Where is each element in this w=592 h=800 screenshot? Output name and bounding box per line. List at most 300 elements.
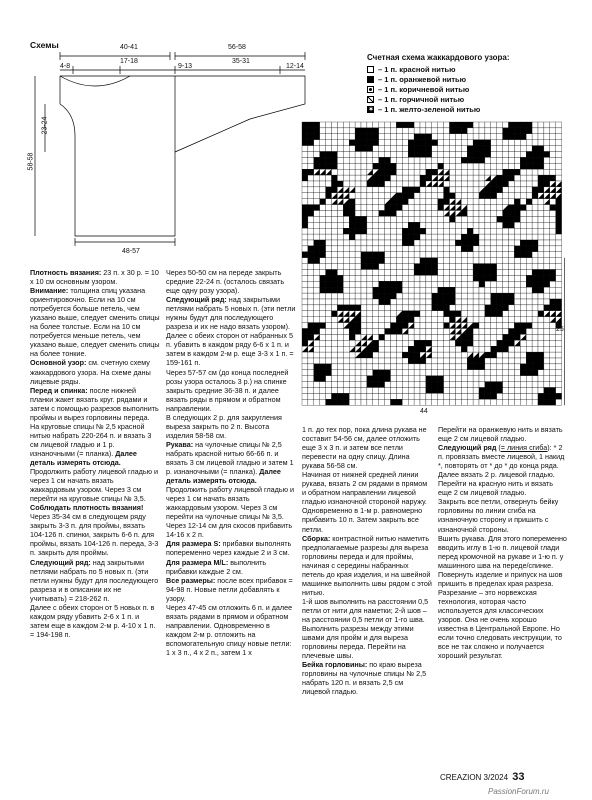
chart-cell: [479, 228, 485, 234]
chart-cell: [532, 228, 538, 234]
chart-cell: [509, 222, 515, 228]
chart-cell: [497, 275, 503, 281]
chart-cell: [367, 193, 373, 199]
chart-cell: [379, 293, 385, 299]
chart-cell: [479, 370, 485, 376]
chart-cell: [485, 163, 491, 169]
chart-cell: [355, 134, 361, 140]
chart-cell: [414, 228, 420, 234]
chart-cell: [314, 264, 320, 270]
chart-cell: [532, 128, 538, 134]
chart-cell: [509, 270, 515, 276]
chart-cell: [438, 370, 444, 376]
text-run: ): * 2 п. провязать вместе лицевой, 1 накид *, повторять от * до * до конца ряда.: [438, 443, 565, 471]
chart-cell: [473, 258, 479, 264]
chart-cell: [485, 128, 491, 134]
chart-cell: [438, 216, 444, 222]
chart-cell: [349, 370, 355, 376]
chart-cell: [408, 199, 414, 205]
chart-cell: [491, 157, 497, 163]
chart-cell: [302, 317, 308, 323]
chart-cell: [326, 311, 332, 317]
chart-cell: [426, 281, 432, 287]
chart-cell: [373, 216, 379, 222]
chart-cell: [509, 252, 515, 258]
chart-cell: [326, 222, 332, 228]
chart-cell: [396, 199, 402, 205]
chart-cell: [432, 169, 438, 175]
chart-cell: [355, 329, 361, 335]
chart-cell: [337, 281, 343, 287]
chart-cell: [544, 329, 550, 335]
chart-cell: [373, 234, 379, 240]
chart-cell: [391, 376, 397, 382]
chart-cell: [526, 376, 532, 382]
chart-cell: [467, 258, 473, 264]
chart-cell: [391, 152, 397, 158]
chart-cell: [343, 329, 349, 335]
chart-cell: [491, 258, 497, 264]
chart-cell: [361, 305, 367, 311]
chart-cell: [520, 340, 526, 346]
chart-cell: [343, 270, 349, 276]
text-run: над закрытыми петлями набрать 5 новых п. (эти петли нужны будут для последующего разреза и их не надо вязать узором).: [166, 295, 296, 332]
dim-bottom: 48-57: [122, 248, 140, 255]
chart-cell: [520, 152, 526, 158]
chart-cell: [479, 376, 485, 382]
text-run: Для размера M/L:: [166, 557, 229, 567]
chart-cell: [497, 299, 503, 305]
chart-cell: [343, 382, 349, 388]
chart-cell: [408, 299, 414, 305]
chart-cell: [532, 169, 538, 175]
chart-cell: [473, 370, 479, 376]
chart-cell: [479, 334, 485, 340]
chart-cell: [461, 169, 467, 175]
chart-cell: [326, 205, 332, 211]
chart-cell: [314, 152, 320, 158]
chart-cell: [361, 228, 367, 234]
chart-cell: [461, 252, 467, 258]
chart-cell: [520, 281, 526, 287]
chart-cell: [402, 275, 408, 281]
chart-cell: [520, 169, 526, 175]
chart-cell: [326, 323, 332, 329]
chart-cell: [467, 399, 473, 405]
chart-cell: [361, 382, 367, 388]
chart-cell: [391, 140, 397, 146]
chart-cell: [520, 393, 526, 399]
chart-cell: [396, 228, 402, 234]
chart-cell: [320, 222, 326, 228]
chart-cell: [396, 382, 402, 388]
chart-cell: [343, 358, 349, 364]
chart-cell: [544, 270, 550, 276]
chart-cell: [337, 376, 343, 382]
text-run: Продолжить работу лицевой гладью и через 1 см начать вязать жаккардовым узором. Через 3 см перейти на чулочные спицы № 3,5.: [166, 485, 294, 522]
chart-cell: [332, 169, 338, 175]
chart-cell: [308, 293, 314, 299]
chart-cell: [532, 246, 538, 252]
chart-cell: [485, 352, 491, 358]
chart-cell: [414, 305, 420, 311]
chart-cell: [509, 152, 515, 158]
chart-cell: [514, 187, 520, 193]
chart-cell: [414, 187, 420, 193]
chart-cell: [544, 157, 550, 163]
chart-cell: [550, 346, 556, 352]
chart-cell: [308, 382, 314, 388]
chart-cell: [450, 128, 456, 134]
chart-cell: [396, 222, 402, 228]
paragraph: [166, 539, 296, 557]
chart-cell: [355, 157, 361, 163]
chart-cell: [402, 140, 408, 146]
chart-cell: [544, 370, 550, 376]
chart-cell: [414, 199, 420, 205]
chart-cell: [379, 187, 385, 193]
chart-cell: [373, 382, 379, 388]
chart-cell: [408, 211, 414, 217]
chart-cell: [479, 382, 485, 388]
chart-cell: [343, 393, 349, 399]
text-run: толщина спиц указана ориентировочно. Если на 10 см потребуется больше петель, чем указано выше, следует сменить спицы на более толстые. Если на 10 см потребуется меньше петель, чем указано выше, следует сменить спицы на более тонкие.: [30, 286, 160, 359]
chart-cell: [444, 140, 450, 146]
chart-cell: [420, 275, 426, 281]
chart-cell: [461, 222, 467, 228]
chart-cell: [556, 163, 562, 169]
chart-cell: [432, 364, 438, 370]
chart-cell: [532, 181, 538, 187]
paragraph: [166, 295, 296, 331]
chart-cell: [379, 175, 385, 181]
chart-cell: [538, 252, 544, 258]
chart-cell: [343, 169, 349, 175]
chart-cell: [302, 187, 308, 193]
chart-cell: [379, 340, 385, 346]
chart-cell: [355, 370, 361, 376]
chart-cell: [526, 240, 532, 246]
chart-cell: [544, 163, 550, 169]
chart-cell: [497, 134, 503, 140]
chart-cell: [497, 157, 503, 163]
chart-cell: [503, 252, 509, 258]
chart-cell: [408, 181, 414, 187]
chart-cell: [302, 275, 308, 281]
chart-cell: [450, 152, 456, 158]
chart-cell: [408, 311, 414, 317]
chart-cell: [402, 211, 408, 217]
chart-cell: [538, 175, 544, 181]
chart-cell: [391, 293, 397, 299]
chart-cell: [491, 163, 497, 169]
chart-cell: [367, 358, 373, 364]
chart-cell: [544, 376, 550, 382]
chart-cell: [385, 152, 391, 158]
chart-cell: [391, 146, 397, 152]
chart-cell: [308, 199, 314, 205]
chart-cell: [467, 222, 473, 228]
chart-cell: [343, 399, 349, 405]
chart-cell: [367, 234, 373, 240]
chart-cell: [402, 216, 408, 222]
chart-cell: [503, 388, 509, 394]
chart-cell: [379, 281, 385, 287]
chart-cell: [367, 122, 373, 128]
chart-cell: [479, 128, 485, 134]
chart-cell: [396, 211, 402, 217]
chart-cell: [308, 146, 314, 152]
chart-cell: [455, 240, 461, 246]
chart-cell: [532, 134, 538, 140]
chart-cell: [308, 364, 314, 370]
chart-cell: [426, 364, 432, 370]
chart-cell: [361, 370, 367, 376]
chart-cell: [491, 364, 497, 370]
chart-cell: [332, 364, 338, 370]
chart-cell: [402, 382, 408, 388]
text-run: Далее деталь измерять отсюда.: [30, 448, 137, 467]
chart-cell: [367, 152, 373, 158]
chart-cell: [503, 157, 509, 163]
chart-cell: [349, 293, 355, 299]
chart-cell: [538, 181, 544, 187]
dot-cell-icon: [367, 86, 374, 93]
chart-cell: [426, 399, 432, 405]
chart-cell: [314, 181, 320, 187]
chart-cell: [385, 287, 391, 293]
chart-cell: [396, 152, 402, 158]
chart-cell: [320, 299, 326, 305]
chart-cell: [402, 334, 408, 340]
chart-cell: [497, 258, 503, 264]
chart-cell: [509, 181, 515, 187]
chart-cell: [438, 275, 444, 281]
chart-cell: [426, 323, 432, 329]
chart-cell: [343, 181, 349, 187]
chart-cell: [426, 157, 432, 163]
chart-cell: [314, 240, 320, 246]
chart-cell: [532, 399, 538, 405]
chart-cell: [438, 323, 444, 329]
chart-cell: [438, 234, 444, 240]
chart-cell: [326, 264, 332, 270]
slash-cell-icon: [367, 96, 374, 103]
chart-cell: [414, 393, 420, 399]
chart-cell: [379, 211, 385, 217]
chart-cell: [461, 228, 467, 234]
chart-cell: [385, 364, 391, 370]
chart-cell: [450, 181, 456, 187]
chart-cell: [485, 258, 491, 264]
chart-cell: [326, 187, 332, 193]
chart-cell: [426, 228, 432, 234]
chart-cell: [461, 264, 467, 270]
chart-cell: [467, 364, 473, 370]
chart-cell: [473, 140, 479, 146]
chart-cell: [332, 228, 338, 234]
chart-cell: [544, 293, 550, 299]
chart-cell: [526, 216, 532, 222]
chart-cell: [402, 234, 408, 240]
paragraph: [30, 603, 160, 639]
chart-cell: [414, 157, 420, 163]
chart-cell: [479, 134, 485, 140]
chart-cell: [373, 140, 379, 146]
chart-cell: [538, 205, 544, 211]
chart-cell: [308, 234, 314, 240]
chart-cell: [432, 246, 438, 252]
chart-cell: [332, 388, 338, 394]
chart-cell: [497, 181, 503, 187]
chart-cell: [373, 370, 379, 376]
chart-cell: [520, 275, 526, 281]
chart-cell: [414, 299, 420, 305]
chart-cell: [337, 252, 343, 258]
chart-cell: [343, 340, 349, 346]
chart-cell: [520, 382, 526, 388]
chart-cell: [455, 122, 461, 128]
chart-cell: [538, 234, 544, 240]
chart-cell: [337, 270, 343, 276]
chart-cell: [379, 399, 385, 405]
chart-cell: [391, 329, 397, 335]
chart-cell: [337, 175, 343, 181]
chart-cell: [473, 157, 479, 163]
chart-cell: [332, 270, 338, 276]
chart-cell: [485, 376, 491, 382]
chart-cell: [532, 370, 538, 376]
chart-cell: [520, 193, 526, 199]
chart-cell: [314, 193, 320, 199]
chart-cell: [479, 122, 485, 128]
chart-cell: [414, 340, 420, 346]
chart-cell: [556, 134, 562, 140]
chart-cell: [414, 234, 420, 240]
chart-cell: [326, 299, 332, 305]
chart-cell: [332, 128, 338, 134]
chart-cell: [379, 193, 385, 199]
chart-cell: [538, 140, 544, 146]
chart-cell: [544, 222, 550, 228]
chart-cell: [367, 240, 373, 246]
chart-cell: [320, 388, 326, 394]
chart-cell: [361, 181, 367, 187]
chart-cell: [373, 346, 379, 352]
chart-cell: [473, 305, 479, 311]
chart-cell: [367, 287, 373, 293]
chart-cell: [497, 228, 503, 234]
chart-cell: [349, 169, 355, 175]
chart-cell: [302, 128, 308, 134]
chart-cell: [320, 152, 326, 158]
chart-cell: [420, 323, 426, 329]
chart-cell: [391, 222, 397, 228]
empty-cell-icon: [367, 66, 374, 73]
chart-cell: [467, 246, 473, 252]
chart-cell: [461, 146, 467, 152]
chart-cell: [532, 216, 538, 222]
chart-cell: [526, 175, 532, 181]
chart-cell: [444, 216, 450, 222]
chart-cell: [402, 270, 408, 276]
chart-cell: [556, 246, 562, 252]
chart-cell: [361, 317, 367, 323]
chart-cell: [355, 393, 361, 399]
chart-cell: [538, 293, 544, 299]
chart-cell: [509, 311, 515, 317]
chart-cell: [308, 305, 314, 311]
chart-cell: [391, 399, 397, 405]
chart-cell: [550, 275, 556, 281]
chart-cell: [438, 340, 444, 346]
chart-cell: [426, 216, 432, 222]
chart-cell: [467, 311, 473, 317]
chart-cell: [308, 222, 314, 228]
chart-cell: [467, 146, 473, 152]
chart-cell: [320, 128, 326, 134]
chart-cell: [514, 382, 520, 388]
chart-cell: [391, 163, 397, 169]
chart-cell: [320, 293, 326, 299]
chart-cell: [337, 205, 343, 211]
chart-cell: [426, 311, 432, 317]
chart-cell: [373, 393, 379, 399]
chart-cell: [461, 370, 467, 376]
chart-cell: [485, 334, 491, 340]
chart-cell: [450, 140, 456, 146]
chart-cell: [337, 287, 343, 293]
paragraph: [166, 368, 296, 413]
chart-cell: [497, 199, 503, 205]
chart-cell: [396, 234, 402, 240]
chart-cell: [373, 388, 379, 394]
chart-cell: [391, 187, 397, 193]
chart-cell: [485, 382, 491, 388]
page-number: 33: [512, 771, 525, 783]
chart-cell: [497, 146, 503, 152]
legend-item-red: – 1 п. красной нитью: [367, 64, 480, 74]
chart-cell: [550, 264, 556, 270]
chart-cell: [532, 311, 538, 317]
chart-cell: [385, 146, 391, 152]
chart-cell: [320, 399, 326, 405]
chart-cell: [314, 305, 320, 311]
chart-cell: [455, 305, 461, 311]
chart-cell: [408, 264, 414, 270]
chart-cell: [503, 270, 509, 276]
chart-cell: [361, 222, 367, 228]
chart-cell: [455, 264, 461, 270]
chart-cell: [432, 323, 438, 329]
chart-cell: [308, 211, 314, 217]
dim-mid-1: 4-8: [60, 63, 71, 70]
chart-cell: [497, 305, 503, 311]
chart-cell: [473, 122, 479, 128]
chart-cell: [308, 329, 314, 335]
chart-cell: [550, 352, 556, 358]
chart-cell: [556, 234, 562, 240]
chart-cell: [509, 157, 515, 163]
chart-cell: [485, 140, 491, 146]
chart-cell: [367, 205, 373, 211]
chart-cell: [450, 305, 456, 311]
chart-cell: [432, 122, 438, 128]
chart-cell: [450, 234, 456, 240]
chart-cell: [302, 258, 308, 264]
chart-cell: [302, 163, 308, 169]
chart-cell: [396, 246, 402, 252]
